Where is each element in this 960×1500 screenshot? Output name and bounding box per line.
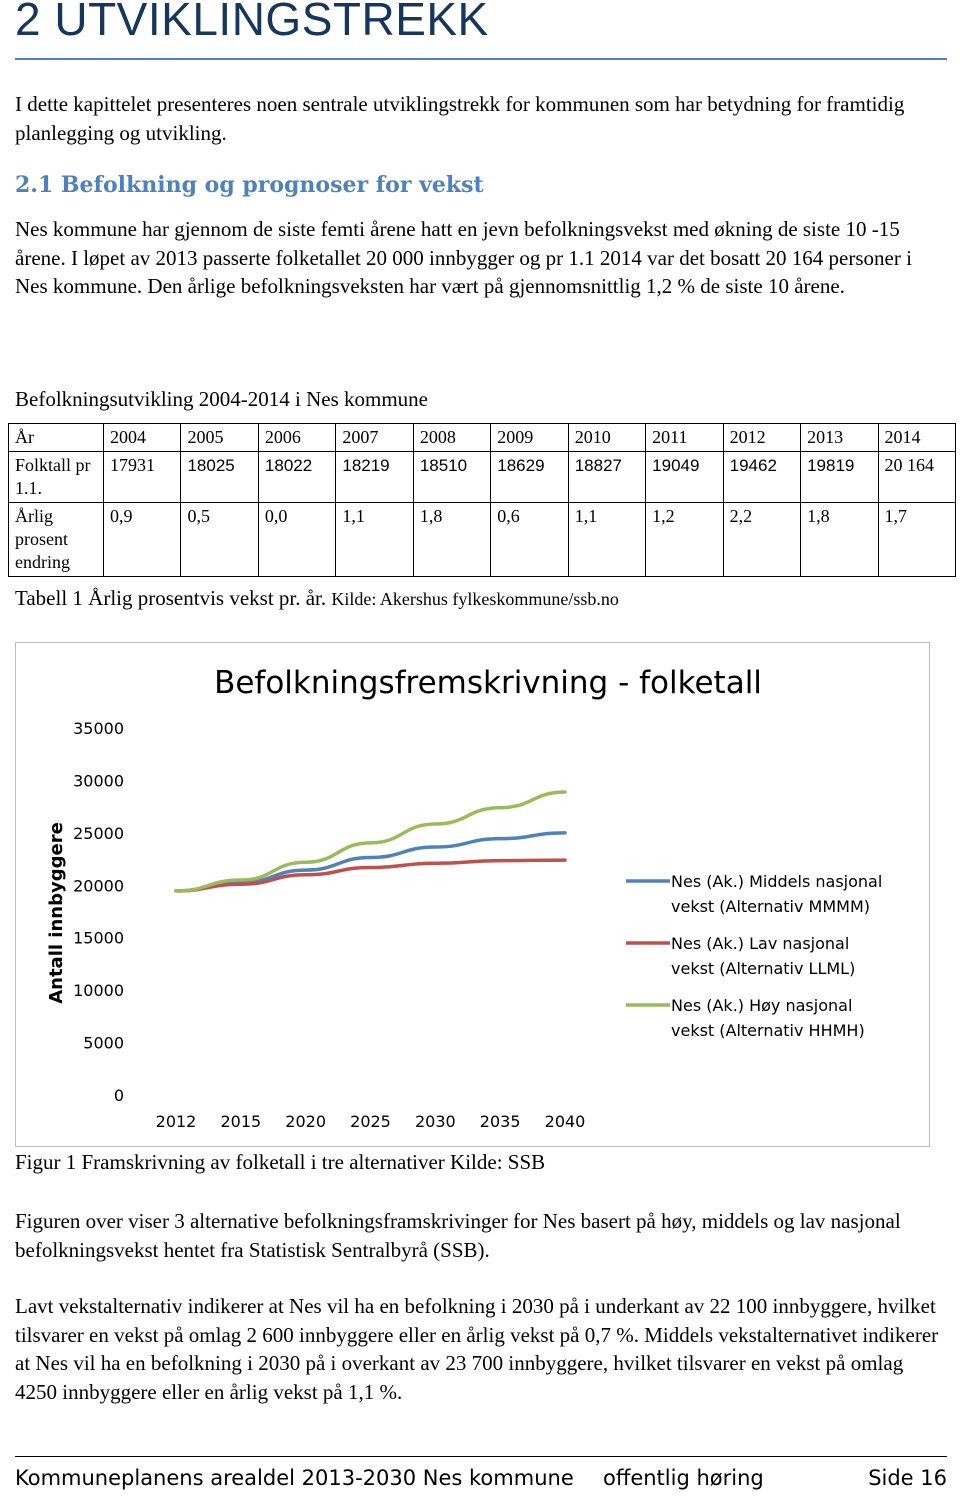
table-title: Befolkningsutvikling 2004-2014 i Nes kommune (15, 387, 428, 411)
year-cell: 2006 (258, 424, 335, 452)
change-cell: 0,5 (181, 503, 258, 577)
population-cell: 18025 (181, 452, 258, 503)
footer-document-title: Kommuneplanens arealdel 2013-2030 Nes kommune (15, 1466, 574, 1490)
chapter-title: 2 UTVIKLINGSTREKK (15, 0, 489, 45)
x-tick-label: 2020 (285, 1112, 327, 1131)
table-caption (15, 586, 619, 611)
y-tick-label: 20000 (73, 876, 124, 896)
y-tick-label: 0 (113, 1086, 124, 1105)
change-cell: 0,6 (491, 503, 568, 577)
y-axis-label: Antall innbyggere (46, 822, 67, 1004)
y-tick-label: 25000 (73, 823, 124, 843)
y-tick-label: 35000 (73, 719, 124, 738)
population-cell: 19049 (646, 452, 723, 503)
year-cell: 2004 (104, 424, 181, 452)
legend-label: Nes (Ak.) Høy nasjonal vekst (Alternativ HHMH) (671, 996, 865, 1040)
population-cell: 19819 (801, 452, 878, 503)
year-cell: 2011 (646, 424, 723, 452)
table-row-change (9, 503, 956, 577)
body-paragraph-1: Figuren over viser 3 alternative befolkningsframskrivinger for Nes basert på høy, middels og lav nasjonal befolkningsvekst hentet fra Statistisk Sentralbyrå (SSB). (15, 1209, 901, 1262)
legend-label: Nes (Ak.) Lav nasjonal vekst (Alternativ LLML) (671, 934, 856, 978)
change-cell: 1,7 (878, 503, 955, 577)
population-cell: 19462 (723, 452, 800, 503)
population-cell: 18629 (491, 452, 568, 503)
year-cell: 2009 (491, 424, 568, 452)
year-cell: 2012 (723, 424, 800, 452)
y-tick-label: 10000 (73, 981, 124, 1001)
y-tick-label: 15000 (73, 928, 124, 948)
body-paragraph-2: Lavt vekstalternativ indikerer at Nes vil ha en befolkning i 2030 på i underkant av 22 100 innbyggere, hvilket tilsvarer en vekst på omlag 2 600 innbyggere eller en årlig vekst på 0,7 %. Middels vekstalternativet indikerer at Nes vil ha en befolkning i 2030 på i overkant av 23 700 innbyggere, hvilket tilsvarer en vekst på omlag 4250 innbyggere eller en årlig vekst på 1,1 %. (15, 1294, 939, 1404)
intro-paragraph: I dette kapittelet presenteres noen sentrale utviklingstrekk for kommunen som har betydning for framtidig planlegging og utvikling. (15, 92, 905, 145)
chart-title: Befolkningsfremskrivning - folketall (214, 665, 762, 701)
population-cell: 20 164 (878, 452, 955, 503)
footer-status: offentlig høring (603, 1466, 764, 1490)
table-row-years (9, 424, 956, 452)
population-cell: 18219 (336, 452, 413, 503)
table-caption-main: Tabell 1 Årlig prosentvis vekst pr. år. (15, 586, 327, 610)
change-cell: 1,8 (413, 503, 490, 577)
population-row-label: Folktall pr 1.1. (9, 452, 104, 503)
x-axis-ticks (156, 1112, 586, 1131)
population-table (8, 423, 956, 577)
series-line-3 (176, 792, 565, 891)
year-cell: 2007 (336, 424, 413, 452)
legend-label: Nes (Ak.) Middels nasjonal vekst (Alternativ MMMM) (671, 872, 883, 916)
chart-frame (15, 642, 930, 1147)
chapter-underline (15, 58, 947, 60)
change-row-label: Årlig prosent endring (9, 503, 104, 577)
table-row-population (9, 452, 956, 503)
legend (626, 872, 882, 1040)
year-cell: 2013 (801, 424, 878, 452)
change-cell: 0,9 (104, 503, 181, 577)
year-cell: 2005 (181, 424, 258, 452)
y-axis-ticks (73, 719, 124, 1105)
population-projection-chart (16, 643, 929, 1146)
x-tick-label: 2012 (155, 1112, 197, 1131)
x-tick-label: 2025 (350, 1112, 391, 1131)
change-cell: 1,8 (801, 503, 878, 577)
x-tick-label: 2015 (220, 1112, 262, 1131)
figure-caption: Figur 1 Framskrivning av folketall i tre alternativer Kilde: SSB (15, 1150, 546, 1174)
change-cell: 1,1 (568, 503, 645, 577)
year-cell: 2008 (413, 424, 490, 452)
population-cell: 18022 (258, 452, 335, 503)
y-tick-label: 30000 (73, 771, 124, 791)
x-tick-label: 2040 (544, 1112, 586, 1131)
x-tick-label: 2035 (479, 1112, 521, 1131)
population-cell: 17931 (104, 452, 181, 503)
change-cell: 2,2 (723, 503, 800, 577)
series-line-2 (176, 860, 565, 891)
table-header-label: År (9, 424, 104, 452)
change-cell: 1,2 (646, 503, 723, 577)
series-lines (176, 792, 565, 891)
population-cell: 18827 (568, 452, 645, 503)
change-cell: 1,1 (336, 503, 413, 577)
population-cell: 18510 (413, 452, 490, 503)
footer-rule (15, 1456, 947, 1457)
section-heading: 2.1 Befolkning og prognoser for vekst (15, 172, 484, 198)
table-caption-source: Kilde: Akershus fylkeskommune/ssb.no (331, 589, 619, 609)
year-cell: 2010 (568, 424, 645, 452)
footer-page-number: Side 16 (868, 1466, 947, 1490)
y-tick-label: 5000 (83, 1033, 124, 1053)
change-cell: 0,0 (258, 503, 335, 577)
section-body-paragraph: Nes kommune har gjennom de siste femti årene hatt en jevn befolkningsvekst med økning de siste 10 -15 årene. I løpet av 2013 passerte folketallet 20 000 innbygger og pr 1.1 2014 var det bosatt 20 164 personer i Nes kommune. Den årlige befolkningsveksten har vært på gjennomsnittlig 1,2 % de siste 10 årene. (15, 217, 912, 298)
year-cell: 2014 (878, 424, 955, 452)
x-tick-label: 2030 (414, 1112, 456, 1131)
